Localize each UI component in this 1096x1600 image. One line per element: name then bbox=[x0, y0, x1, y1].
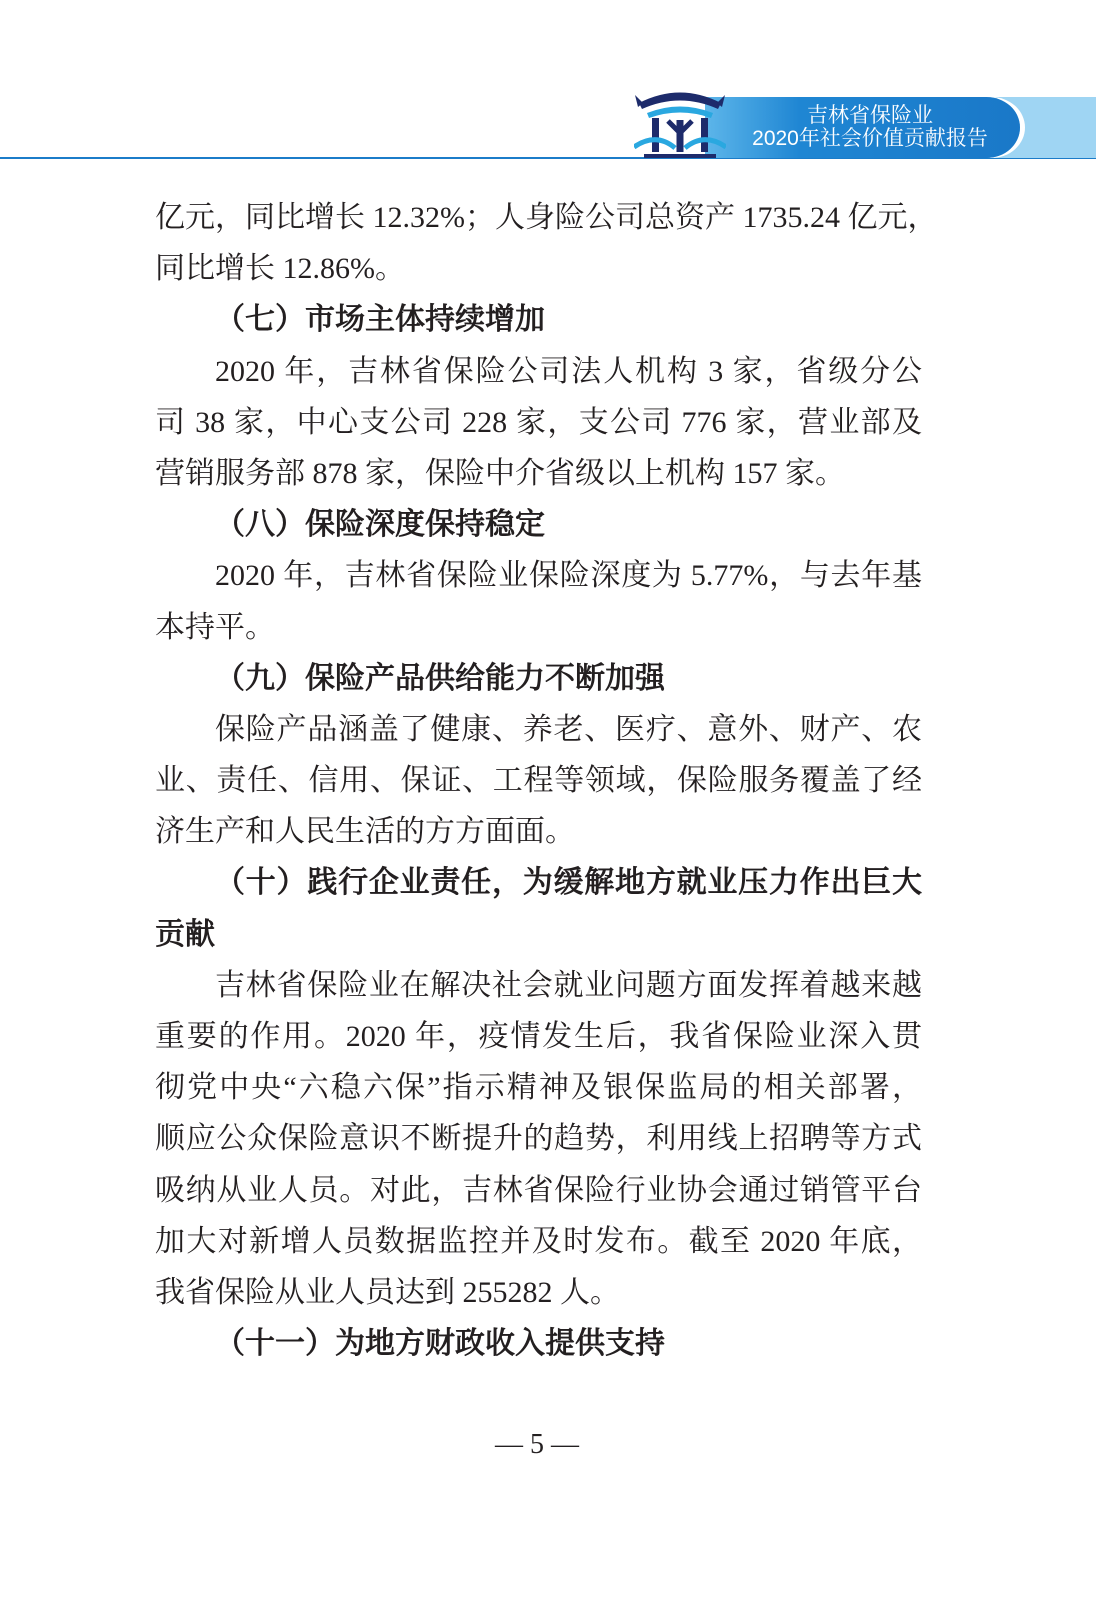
body-text-line: 本持平。 bbox=[155, 610, 275, 644]
body-text-line: 吉林省保险业在解决社会就业问题方面发挥着越来越 bbox=[215, 968, 922, 1002]
body-text-line: 营销服务部 878 家，保险中介省级以上机构 157 家。 bbox=[155, 456, 845, 490]
section-11 bbox=[155, 1318, 922, 1369]
body-text-line: 我省保险从业人员达到 255282 人。 bbox=[155, 1275, 620, 1309]
section-9 bbox=[155, 653, 922, 858]
body-text-line: 加大对新增人员数据监控并及时发布。截至 2020 年底， bbox=[155, 1224, 922, 1258]
section-8 bbox=[155, 499, 922, 653]
report-title-line1: 吉林省保险业 bbox=[807, 104, 933, 127]
section-heading: 贡献 bbox=[155, 917, 215, 951]
section-heading: （十一）为地方财政收入提供支持 bbox=[215, 1327, 665, 1361]
body-text-line: 顺应公众保险意识不断提升的趋势，利用线上招聘等方式 bbox=[155, 1122, 922, 1156]
section-10 bbox=[155, 857, 922, 1318]
association-logo-icon bbox=[634, 86, 726, 160]
section-heading: （九）保险产品供给能力不断加强 bbox=[215, 661, 665, 695]
section-heading: （十）践行企业责任，为缓解地方就业压力作出巨大 bbox=[215, 866, 922, 900]
body-text-line: 业、责任、信用、保证、工程等领域，保险服务覆盖了经 bbox=[155, 764, 922, 798]
body-text-line: 2020 年，吉林省保险业保险深度为 5.77%，与去年基 bbox=[215, 559, 922, 593]
intro-paragraph bbox=[155, 192, 938, 294]
section-heading: （七）市场主体持续增加 bbox=[215, 303, 545, 337]
report-title-line2: 2020年社会价值贡献报告 bbox=[752, 127, 988, 150]
body-text-line: 吸纳从业人员。对此，吉林省保险行业协会通过销管平台 bbox=[155, 1173, 922, 1207]
report-title bbox=[730, 104, 1010, 150]
body-text-line: 2020 年，吉林省保险公司法人机构 3 家，省级分公 bbox=[215, 354, 922, 388]
body-text-line: 济生产和人民生活的方方面面。 bbox=[155, 815, 575, 849]
body-text-line: 司 38 家，中心支公司 228 家，支公司 776 家，营业部及 bbox=[155, 405, 922, 439]
body-text-line: 亿元，同比增长 12.32%；人身险公司总资产 1735.24 亿元， bbox=[155, 201, 938, 234]
body-text-line: 同比增长 12.86%。 bbox=[155, 252, 405, 286]
section-7 bbox=[155, 294, 922, 499]
document-body bbox=[155, 192, 938, 1369]
body-text-line: 保险产品涵盖了健康、养老、医疗、意外、财产、农 bbox=[215, 712, 922, 746]
section-heading: （八）保险深度保持稳定 bbox=[215, 508, 545, 542]
body-text-line: 彻党中央“六稳六保”指示精神及银保监局的相关部署， bbox=[155, 1071, 922, 1105]
page-number: — 5 — bbox=[495, 1429, 579, 1460]
body-text-line: 重要的作用。2020 年，疫情发生后，我省保险业深入贯 bbox=[155, 1020, 922, 1053]
